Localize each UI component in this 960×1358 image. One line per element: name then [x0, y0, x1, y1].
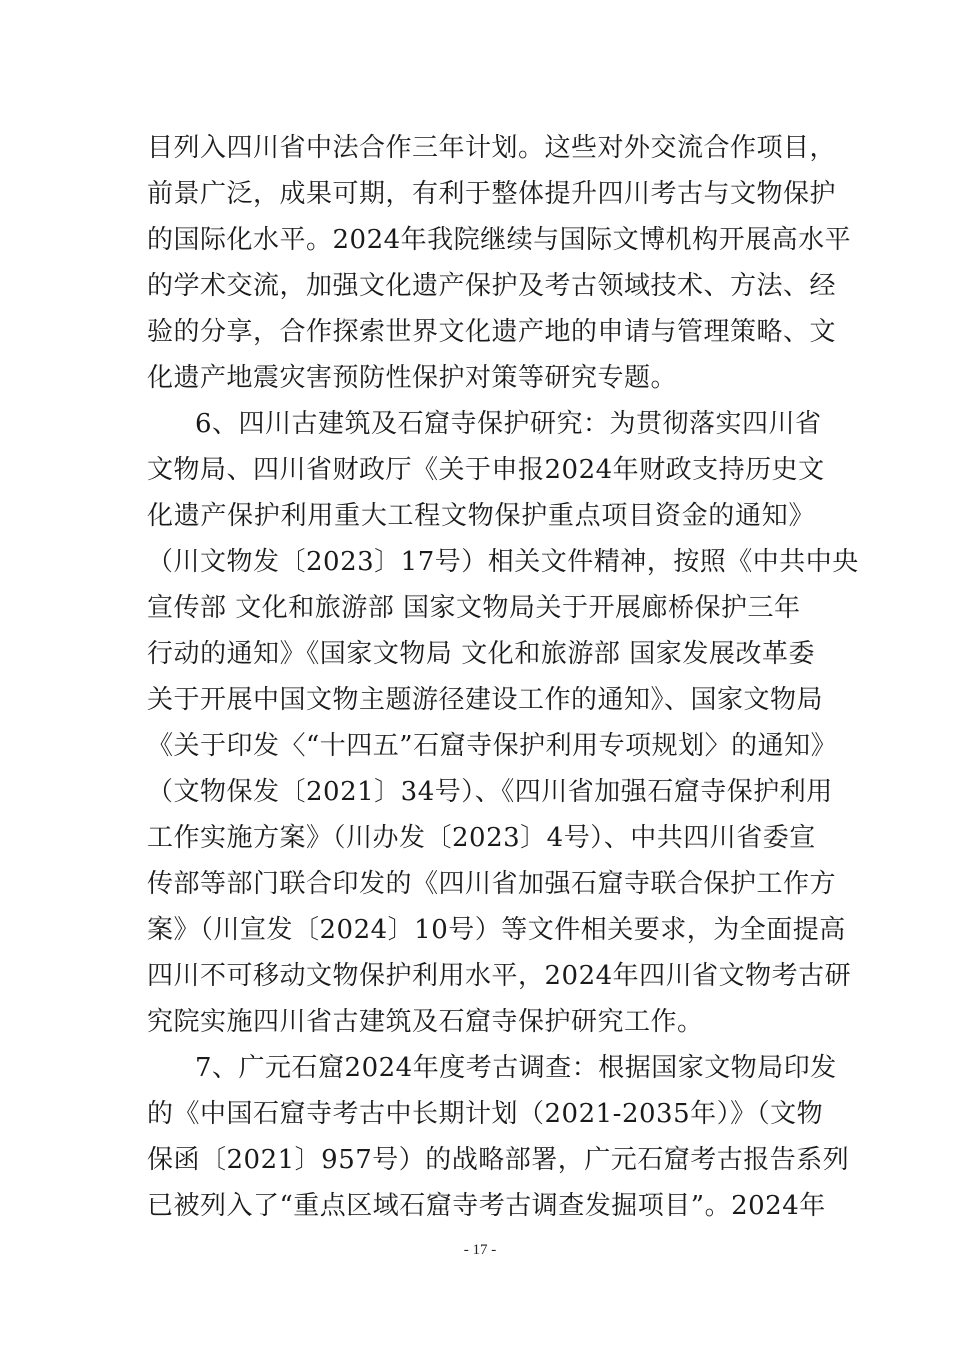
text-line: （文物保发〔2021〕34号）、《四川省加强石窟寺保护利用	[147, 777, 833, 807]
text-line: 的国际化水平。2024年我院继续与国际文博机构开展高水平	[147, 225, 852, 255]
text-line: 验的分享，合作探索世界文化遗产地的申请与管理策略、文	[147, 317, 837, 347]
text-line: 究院实施四川省古建筑及石窟寺保护研究工作。	[147, 1007, 704, 1037]
text-line: 四川不可移动文物保护利用水平，2024年四川省文物考古研	[147, 961, 852, 991]
text-line: 已被列入了“重点区域石窟寺考古调查发掘项目”。2024年	[147, 1191, 826, 1221]
text-line: 关于开展中国文物主题游径建设工作的通知》、国家文物局	[147, 685, 824, 715]
text-line: 《关于印发〈“十四五”石窟寺保护利用专项规划〉的通知》	[147, 731, 838, 761]
text-line: 工作实施方案》（川办发〔2023〕4号）、中共四川省委宣	[147, 823, 816, 853]
paragraph-first-line: 6、四川古建筑及石窟寺保护研究：为贯彻落实四川省	[195, 409, 822, 439]
text-line: 的《中国石窟寺考古中长期计划（2021-2035年）》（文物	[147, 1099, 824, 1129]
text-line: 化遗产地震灾害预防性保护对策等研究专题。	[147, 363, 678, 393]
paragraph-first-line: 7、广元石窟2024年度考古调查：根据国家文物局印发	[195, 1053, 837, 1083]
text-line: 的学术交流，加强文化遗产保护及考古领域技术、方法、经	[147, 271, 837, 301]
text-line: 宣传部 文化和旅游部 国家文物局关于开展廊桥保护三年	[147, 593, 801, 623]
text-line: （川文物发〔2023〕17号）相关文件精神，按照《中共中央	[147, 547, 859, 577]
text-line: 行动的通知》《国家文物局 文化和旅游部 国家发展改革委	[147, 639, 815, 669]
page-number: - 17 -	[463, 1242, 497, 1258]
text-line: 文物局、四川省财政厅《关于申报2024年财政支持历史文	[147, 455, 825, 485]
text-line: 目列入四川省中法合作三年计划。这些对外交流合作项目，	[147, 133, 837, 163]
text-line: 保函〔2021〕957号）的战略部署，广元石窟考古报告系列	[147, 1145, 850, 1175]
text-line: 化遗产保护利用重大工程文物保护重点项目资金的通知》	[147, 501, 815, 531]
text-line: 前景广泛，成果可期，有利于整体提升四川考古与文物保护	[147, 179, 837, 209]
text-line: 传部等部门联合印发的《四川省加强石窟寺联合保护工作方	[147, 869, 837, 899]
text-line: 案》（川宣发〔2024〕10号）等文件相关要求，为全面提高	[147, 915, 846, 945]
